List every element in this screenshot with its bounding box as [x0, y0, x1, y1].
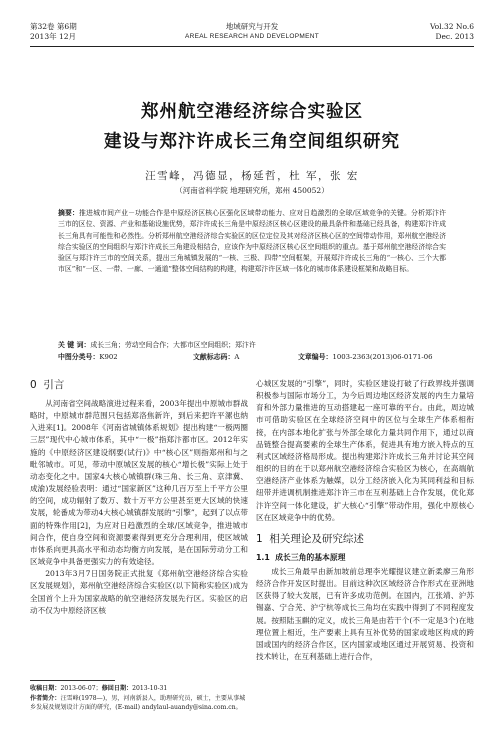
section-heading-intro — [30, 378, 248, 392]
intro-paragraph-2-continued: 心城区发展的“引擎”，同时，实验区建设打破了行政界线并强调积极参与国际市场分工，为今后周边地区经济发展的内生力量培育和外部力量推进的互动搭建起一座可靠的平台。由此，周边城市可借助实验区在全球经济空间中的区位与全球生产体系相衔接，在内部本地化扩张与外部全球化力量共同作用下，通过以商品链整合提高要素的全球生产体系，促进具有地方嵌入特点的互利式区域经济格局形成。提出构建郑汴许成长三角并讨论其空间组织的目的在于以郑州航空港经济综合实验区为核心，在高端航空港经济产业体系为触媒，以分工经济嵌入化为其同利益和目标纽带并进调机制推进郑汴许三市在互利基础上合作发展，优化郑汴许空间一体化建设，扩大核心“引擎”带动作用，强化中原核心区在区域竞争中的优势。 — [256, 379, 474, 522]
article-id — [298, 352, 433, 363]
author-bio-text: 汪雪峰(1978—)，男，河南新县人，助理研究员，硕士，主要从事城乡发展及规划设计方面的研究，(E-mail) andylaul- — [30, 694, 246, 712]
growth-triangle-paragraph: 成长三角最早由新加坡前总理李光耀提议建立新柔廖三角形经济合作开发区时提出。目前这种次区域经济合作形式在亚洲地区获得了较大发展，已有许多成功范例。在国内，江张靖、沪苏锡嘉、宁合芜、沪宁杭等成长三角均在实践中得到了不同程度发展。按照陆玉麒的定义，成长三角是由若干个(不一定是3个)在地理位置上相近，生产要素上具有互补优势的国家或地区构成的跨国或国内的经济合作区，区内国家或地区通过开展贸易、投资和技术转让，在互利基础上进行合作， — [256, 566, 474, 661]
running-header — [30, 22, 474, 46]
header-rule — [30, 46, 474, 47]
clc-label: 中图分类号： — [58, 353, 100, 361]
article-id-label: 文章编号： — [298, 353, 333, 361]
right-column — [256, 378, 474, 663]
section-title: 相关理论及研究综述 — [269, 532, 364, 545]
article-id-value: 1003-2363(2013)06-0171-06 — [332, 353, 433, 361]
footnote-rule — [30, 680, 115, 681]
footnote — [30, 684, 248, 713]
abstract-text: 推进城市间产业－功能合作是中原经济区核心区强化区域带动能力、应对日趋激烈的全球/区域竞争的关键。分析郑汴许三市的区位、资源、产业和基础设施优势，郑汴许成长三角是中原经济区核心区建设的最具条件和基础已经具备，构建郑汴许成长三角具有可能性和必然性。分析郑州航空港经济综合实验区的区位定位及其对经济区核心区的空间带动作用，郑州航空港经济综合实验区的空间组织与郑汴许成长三角建设相结合，应该作为中原经济区核心区空间组织的重点。基于郑州航空港经济综合实验区与郑汴许三市的空间关系，提出三角城镇发展的“一核、三极、四带”空间框架，开展郑汴许成长三角的“一核心、三个大都市区”和“一区、一带、一廊、一通道”整体空间结构的构建，构建郑汴许区域一体化的城市体系建设框架和战略目标。 — [58, 209, 446, 274]
affiliation: （河南省科学院 地理研究所，郑州 450052） — [175, 186, 329, 195]
date-en: Dec. 2013 — [435, 32, 474, 41]
keywords-label: 关 键 词： — [58, 341, 91, 349]
abstract-label: 摘要： — [58, 209, 80, 217]
subsection-number: 1.1 — [256, 552, 270, 562]
section-number: 1 — [256, 532, 263, 545]
keywords-text: 成长三角；劳动空间合作；大都市区空间组织；郑汴许 — [90, 341, 256, 349]
section-number: 0 — [30, 379, 37, 391]
paper-title-line1: 郑州航空港经济综合实验区 — [141, 102, 363, 122]
journal-name-en: AREAL RESEARCH AND DEVELOPMENT — [184, 33, 320, 40]
footnote-dates — [30, 684, 248, 694]
paper-title-line2: 建设与郑汴许成长三角空间组织研究 — [104, 132, 400, 152]
author-email: auandy@sina.com.cn。 — [170, 704, 242, 712]
left-column — [30, 378, 248, 617]
keywords — [58, 340, 446, 351]
abstract — [58, 208, 446, 276]
revised-label: 修回日期： — [101, 685, 133, 692]
volume-cn: 第32卷 第6期 — [30, 22, 77, 31]
clc-number — [58, 352, 118, 363]
intro-paragraph-2: 2013年3月7日国务院正式批复《郑州航空港经济综合实验区发展规划》，郑州航空港经济综合实验区(以下简称实验区)成为全国首个上升为国家战略的航空港经济发展先行区。实验区的启动不仅为中原经济区核 — [30, 569, 248, 615]
header-volume-en — [430, 22, 474, 42]
author-list: 汪雪峰，冯德显，杨延哲，杜 军，张 宏 — [145, 170, 359, 182]
journal-name-cn: 地域研究与开发 — [225, 22, 279, 31]
received-label: 收稿日期： — [30, 685, 61, 692]
author-bio-label: 作者简介： — [30, 694, 61, 702]
intro-paragraph-1: 从河南省空间战略演进过程来看，2003年提出中原城市群战略时，中原城市群范围只包括郑洛焦新许，到后来把许平漯也纳入进来[1]。2008年《河南省城镇体系规划》提出构建“一极两圈三层”现代中心城市体系，其中“一极”指郑汴都市区。2012年实施的《中原经济区建设纲要(试行)》中“核心区”则指郑州和与之毗邻城市。可见，带动中原城区发展的核心“增长极”实际上处于动态变化之中。国家4大核心城镇群(珠三角、长三角、京津冀、成渝)发展经验表明：通过“国家新区”这种几百万至上千平方公里的空间，成功辐射了数万、数十万平方公里甚至更大区域的快速发展，轮番成为带动4大核心城镇群发展的“引擎”，起到了以点带面的特殊作用[2]，为应对日趋激烈的全球/区域竞争，推进城市间合作，使自身空间和资源要素得到更充分合理利用，使区域城市体系向更具高水平和动态均衡方向发展，是在国际劳动分工和区域竞争中具备更强实力的有效途径。 — [30, 399, 248, 567]
section-heading-1 — [256, 532, 474, 546]
received-date: 2013-06-07； — [60, 685, 102, 692]
clc-value: K902 — [99, 353, 118, 361]
code-value: A — [234, 353, 240, 361]
subsection-title: 成长三角的基本原理 — [275, 552, 346, 562]
revised-date: 2013-10-31 — [132, 685, 168, 692]
subsection-heading-1-1 — [256, 552, 474, 564]
header-journal — [30, 22, 474, 42]
date-cn: 2013年 12月 — [30, 32, 77, 41]
document-code — [193, 352, 239, 363]
footnote-author-bio — [30, 694, 248, 713]
volume-en: Vol.32 No.6 — [429, 22, 474, 31]
section-title: 引言 — [43, 379, 65, 391]
code-label: 文献标志码： — [193, 353, 235, 361]
